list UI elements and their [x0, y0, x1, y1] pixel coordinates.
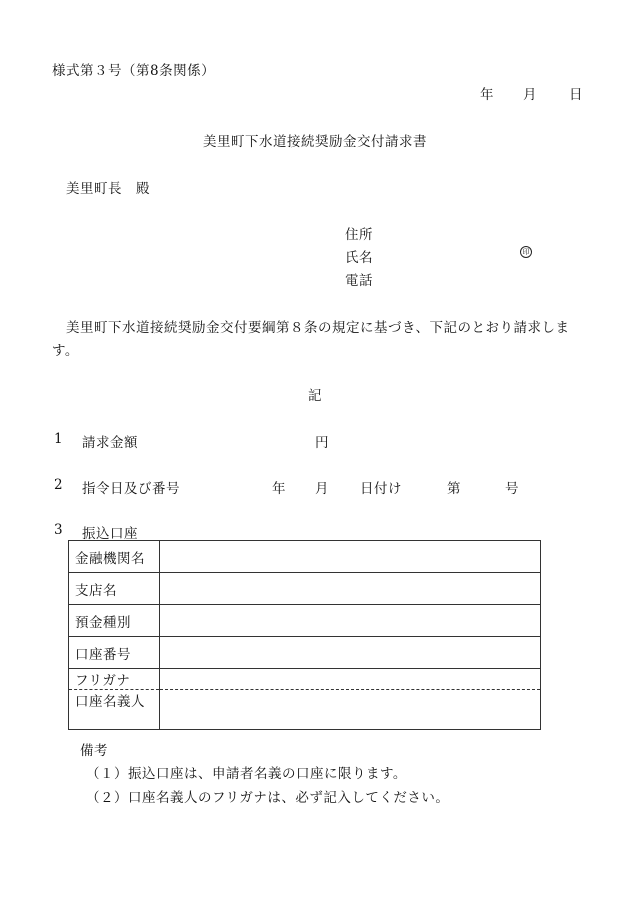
account-number-label: 口座番号: [69, 637, 160, 669]
applicant-name-label: 氏名: [345, 250, 373, 266]
item2-number: 2: [54, 477, 64, 493]
ki-heading: 記: [308, 388, 322, 404]
remarks-heading: 備考: [80, 743, 108, 759]
deposit-type-field[interactable]: [160, 605, 541, 637]
account-holder-field[interactable]: [160, 690, 541, 730]
item2-year-label: 年: [272, 481, 286, 497]
applicant-phone-label: 電話: [345, 273, 373, 289]
bank-account-table: [68, 540, 541, 730]
request-body-text: 美里町下水道接続奨励金交付要綱第８条の規定に基づき、下記のとおり請求します。: [52, 320, 570, 359]
account-holder-label: 口座名義人: [69, 690, 160, 730]
item2-dai-label: 第: [447, 481, 461, 497]
table-row: [69, 541, 541, 573]
bank-name-label: 金融機関名: [69, 541, 160, 573]
item3-label: 振込口座: [82, 526, 138, 542]
seal-mark: 印: [520, 246, 532, 258]
branch-name-label: 支店名: [69, 573, 160, 605]
item2-go-label: 号: [505, 481, 519, 497]
date-month-label: 月: [523, 87, 537, 103]
table-row: [69, 669, 541, 690]
item1-label: 請求金額: [82, 435, 138, 451]
table-row: [69, 637, 541, 669]
furigana-field[interactable]: [160, 669, 541, 690]
form-number: 様式第３号（第8条関係）: [52, 63, 216, 79]
item1-number: 1: [54, 431, 64, 447]
date-year-label: 年: [480, 87, 494, 103]
branch-name-field[interactable]: [160, 573, 541, 605]
applicant-address-label: 住所: [345, 227, 373, 243]
item3-number: 3: [54, 522, 64, 538]
remarks-note-2: （２）口座名義人のフリガナは、必ず記入してください。: [86, 790, 450, 806]
account-number-field[interactable]: [160, 637, 541, 669]
item2-month-label: 月: [315, 481, 329, 497]
item2-label: 指令日及び番号: [82, 481, 180, 497]
table-row: [69, 605, 541, 637]
furigana-label: フリガナ: [69, 669, 160, 690]
item1-yen-unit: 円: [315, 435, 329, 451]
date-day-label: 日: [569, 87, 583, 103]
table-row: [69, 573, 541, 605]
addressee: 美里町長 殿: [66, 181, 150, 197]
bank-name-field[interactable]: [160, 541, 541, 573]
remarks-note-1: （１）振込口座は、申請者名義の口座に限ります。: [86, 766, 407, 782]
item2-dated-label: 日付け: [360, 481, 402, 497]
document-title: 美里町下水道接続奨励金交付請求書: [203, 134, 427, 150]
deposit-type-label: 預金種別: [69, 605, 160, 637]
table-row: [69, 690, 541, 730]
